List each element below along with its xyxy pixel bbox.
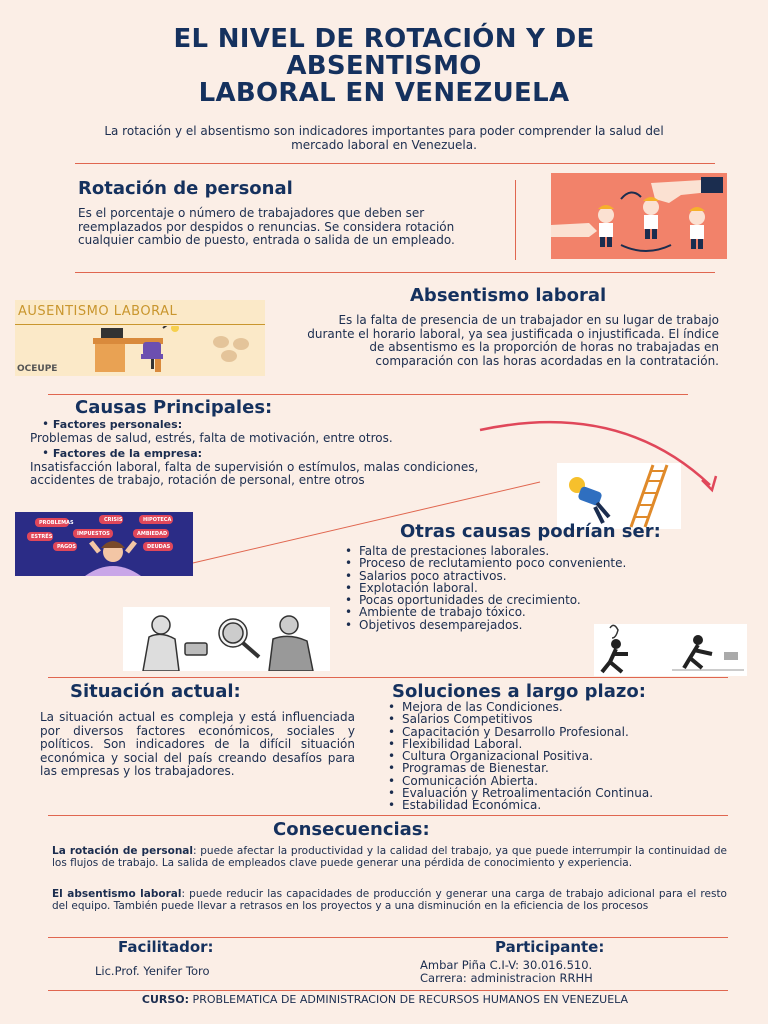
intro-text: La rotación y el absentismo son indicadores importantes para poder comprender la salud del mercado laboral en Venezuela.: [104, 124, 664, 152]
svg-text:IMPUESTOS: IMPUESTOS: [77, 531, 110, 537]
consecuencias-heading: Consecuencias:: [273, 819, 430, 840]
soluciones-list: [386, 701, 756, 812]
list-item: • Falta de prestaciones laborales.: [343, 545, 743, 557]
divider: [75, 272, 715, 273]
causas-heading: Causas Principales:: [75, 397, 273, 418]
otras-list: [343, 545, 743, 631]
list-item: • Capacitación y Desarrollo Profesional.: [386, 726, 756, 738]
svg-text:DEUDAS: DEUDAS: [147, 544, 171, 550]
rotacion-heading: Rotación de personal: [78, 178, 293, 199]
list-item: • Proceso de reclutamiento poco conveniente.: [343, 557, 743, 569]
divider: [48, 394, 688, 395]
list-item: • Ambiente de trabajo tóxico.: [343, 606, 743, 618]
list-item: • Objetivos desemparejados.: [343, 619, 743, 631]
divider: [48, 815, 728, 816]
list-item: • Cultura Organizacional Positiva.: [386, 750, 756, 762]
svg-text:PROBLEMAS: PROBLEMAS: [39, 520, 74, 526]
list-item: • Pocas oportunidades de crecimiento.: [343, 594, 743, 606]
otras-heading: Otras causas podrían ser:: [400, 521, 661, 542]
absentismo-heading: Absentismo laboral: [410, 285, 607, 306]
list-item: • Salarios Competitivos: [386, 713, 756, 725]
list-item: • Explotación laboral.: [343, 582, 743, 594]
facilitador-heading: Facilitador:: [118, 938, 214, 956]
hand-moving-workers-illustration: [551, 173, 727, 259]
divider: [48, 677, 728, 678]
svg-text:AMBIEDAD: AMBIEDAD: [137, 531, 168, 537]
consecuencias-p1: La rotación de personal: puede afectar la productividad y la calidad del trabajo, ya que puede interrumpir la continuidad de los flujos de trabajo. La salida de empleados clave puede generar una pérdida de conocimiento y experiencia.: [52, 845, 727, 869]
svg-text:HIPOTECA: HIPOTECA: [143, 517, 172, 523]
consecuencias-p2: El absentismo laboral: puede reducir las capacidades de producción y generar una carga de trabajo adicional para el resto del equipo. También puede llevar a retrasos en los proyectos y a una disminución en la eficiencia de los procesos: [52, 888, 727, 912]
list-item: • Evaluación y Retroalimentación Continua.: [386, 787, 756, 799]
divider: [48, 990, 728, 991]
svg-text:ESTRÉS: ESTRÉS: [31, 534, 53, 540]
svg-text:PAGOS: PAGOS: [57, 544, 77, 550]
list-item: • Programas de Bienestar.: [386, 762, 756, 774]
divider: [75, 163, 715, 164]
causas-list: • Factores personales: Problemas de salud, estrés, falta de motivación, entre otros. • Factores de la empresa: Insatisfacción laboral, falta de supervisión o estímulos, malas condiciones, accidentes de trabajo, rotación de personal, entre otros: [30, 417, 479, 487]
list-item: • Salarios poco atractivos.: [343, 570, 743, 582]
falling-ladder-illustration: [557, 463, 681, 529]
soluciones-heading: Soluciones a largo plazo:: [392, 681, 646, 702]
divider-vertical: [515, 180, 516, 260]
page-title: EL NIVEL DE ROTACIÓN Y DE ABSENTISMO LABORAL EN VENEZUELA: [173, 24, 595, 108]
rotacion-text: Es el porcentaje o número de trabajadores que deben ser reemplazados por despidos o renuncias. Se considera rotación cualquier cambio de puesto, entrada o salida de un empleado.: [78, 206, 455, 247]
list-item: • Estabilidad Económica.: [386, 799, 756, 811]
situacion-heading: Situación actual:: [70, 681, 241, 702]
list-item: • Comunicación Abierta.: [386, 775, 756, 787]
facilitador-name: Lic.Prof. Yenifer Toro: [95, 964, 210, 978]
situacion-text: La situación actual es compleja y está influenciada por diversos factores económicos, sociales y políticos. Son indicadores de la difícil situación económica y social del país creando desafíos para las empresas y los trabajadores.: [40, 710, 355, 778]
absentee-desk-illustration: AUSENTISMO LABORAL OCEUPE: [15, 300, 265, 376]
curso-text: CURSO: PROBLEMATICA DE ADMINISTRACION DE RECURSOS HUMANOS EN VENEZUELA: [141, 993, 629, 1006]
svg-text:CRISIS: CRISIS: [104, 517, 123, 523]
magnifier-inspection-illustration: [123, 607, 330, 671]
list-item: • Mejora de las Condiciones.: [386, 701, 756, 713]
participante-info: Ambar Piña C.I-V: 30.016.510. Carrera: administracion RRHH: [420, 958, 593, 985]
absentismo-text: Es la falta de presencia de un trabajador en su lugar de trabajo durante el horario laboral, ya sea justificada o injustificada. El índice de absentismo es la proporción de horas no trabajadas en comparación con las horas acordadas en la contratación.: [307, 313, 719, 368]
participante-heading: Participante:: [495, 938, 605, 956]
stressed-person-illustration: [15, 512, 193, 576]
list-item: • Flexibilidad Laboral.: [386, 738, 756, 750]
worker-stick-figures-illustration: [594, 624, 747, 676]
